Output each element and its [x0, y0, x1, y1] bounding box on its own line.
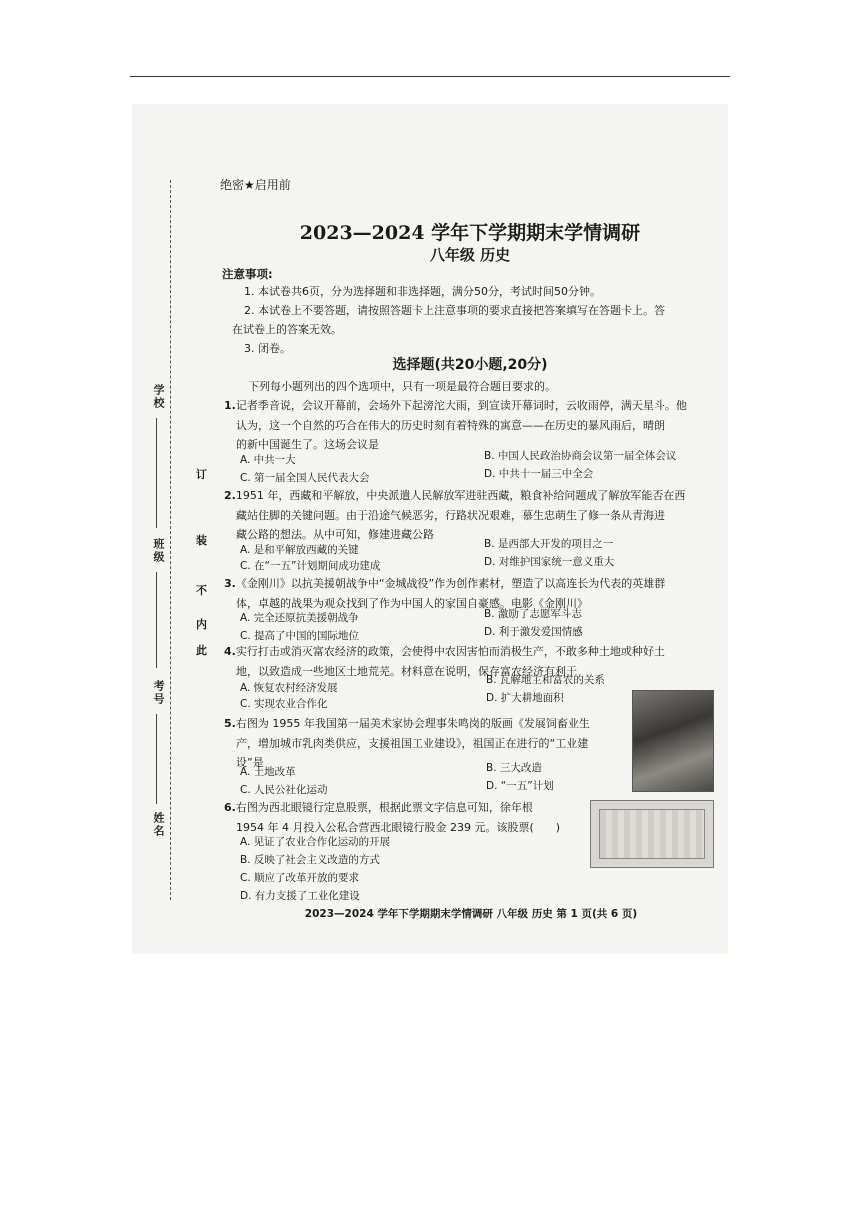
binding-label-class: 班级: [152, 538, 165, 564]
question-text: 记者季音说，会议开幕前，会场外下起滂沱大雨，到宣读开幕词时，云收雨停，满天星斗。他: [235, 399, 687, 412]
question-number: 1.: [224, 399, 236, 412]
question-text: 藏公路的想法。从中可知，修建进藏公路: [236, 528, 434, 541]
option[interactable]: C. 提高了中国的国际地位: [240, 630, 360, 642]
option[interactable]: D. 有力支援了工业化建设: [240, 890, 360, 902]
option[interactable]: B. 反映了社会主义改造的方式: [240, 854, 380, 866]
option[interactable]: D. 扩大耕地面积: [486, 692, 564, 704]
option[interactable]: A. 见证了农业合作化运动的开展: [240, 836, 391, 848]
option[interactable]: B. 瓦解地主和富农的关系: [486, 674, 605, 686]
question-number: 5.: [224, 717, 236, 730]
section-intro: 下列每小题列出的四个选项中，只有一项是最符合题目要求的。: [248, 380, 556, 393]
option[interactable]: C. 第一届全国人民代表大会: [240, 472, 370, 484]
binding-blank-exam-no: [156, 714, 157, 804]
question-number: 6.: [224, 801, 236, 814]
question-text: 的新中国诞生了。这场会议是: [236, 438, 379, 451]
section-title: 选择题(共20小题,20分): [392, 357, 548, 373]
question-number: 4.: [224, 645, 236, 658]
notes-heading: 注意事项:: [222, 267, 273, 281]
seal-char: 订: [196, 468, 207, 481]
question-text: 产，增加城市乳肉类供应，支援祖国工业建设》，祖国正在进行的“工业建: [236, 736, 589, 750]
binding-label-exam-no: 考号: [152, 680, 165, 706]
question-text: 右图为 1955 年我国第一届美术家协会理事朱鸣岗的版画《发展饲畜业生: [235, 717, 590, 730]
option[interactable]: A. 恢复农村经济发展: [240, 682, 338, 694]
page-subtitle: 八年级 历史: [429, 246, 511, 264]
option[interactable]: A. 完全还原抗美援朝战争: [240, 612, 359, 624]
page-title: 2023—2024 学年下学期期末学情调研: [299, 222, 641, 244]
option[interactable]: C. 人民公社化运动: [240, 784, 328, 796]
question-1: [224, 396, 714, 455]
question-text: 认为，这一个自然的巧合在伟大的历史时刻有着特殊的寓意——在历史的暴风雨后，晴朗: [236, 418, 665, 432]
option[interactable]: C. 实现农业合作化: [240, 698, 328, 710]
option[interactable]: B. 三大改造: [486, 762, 542, 774]
question-number: 3.: [224, 577, 236, 590]
option[interactable]: D. 中共十一届三中全会: [484, 468, 594, 480]
option[interactable]: A. 是和平解放西藏的关键: [240, 544, 359, 556]
confidential-label: 绝密★启用前: [220, 178, 291, 192]
note-item: 2. 本试卷上不要答题，请按照答题卡上注意事项的要求直接把答案填写在答题卡上。答: [244, 304, 665, 317]
binding-blank-class: [156, 572, 157, 668]
binding-label-school: 学校: [152, 384, 165, 410]
binding-line: [170, 180, 171, 900]
option[interactable]: D. 利于激发爱国情感: [484, 626, 583, 638]
question-3: [224, 574, 714, 613]
stock-certificate-image: [590, 800, 714, 868]
question-number: 2.: [224, 489, 236, 502]
note-item: 3. 闭卷。: [244, 342, 291, 355]
binding-label-name: 姓名: [152, 812, 165, 838]
seal-char: 装: [196, 534, 207, 547]
question-2: [224, 486, 714, 545]
option[interactable]: B. 激励了志愿军斗志: [484, 608, 582, 620]
note-item: 在试卷上的答案无效。: [232, 323, 342, 336]
option[interactable]: D. 对维护国家统一意义重大: [484, 556, 615, 568]
top-rule: [130, 76, 730, 77]
question-text: 藏站住脚的关键问题。由于沿途气候恶劣，行路状况艰难，慕生忠萌生了修一条从青海进: [236, 508, 665, 522]
question-4: [224, 642, 714, 681]
binding-blank-school: [156, 418, 157, 528]
seal-char: 此: [196, 644, 207, 657]
option[interactable]: B. 是西部大开发的项目之一: [484, 538, 614, 550]
question-text: 设”是: [236, 756, 264, 769]
question-text: 右图为西北眼镜行定息股票，根据此票文字信息可知，徐年根: [235, 801, 533, 814]
note-item: 1. 本试卷共6页，分为选择题和非选择题，满分50分，考试时间50分钟。: [244, 285, 601, 298]
question-text: 《金刚川》以抗美援朝战争中“金城战役”作为创作素材，塑造了以高连长为代表的英雄群: [235, 577, 666, 590]
seal-char: 内: [196, 618, 207, 631]
woodcut-print-image: [632, 690, 714, 792]
option[interactable]: C. 顺应了改革开放的要求: [240, 872, 360, 884]
option[interactable]: C. 在“一五”计划期间成功建成: [240, 560, 381, 572]
page-footer: 2023—2024 学年下学期期末学情调研 八年级 历史 第 1 页(共 6 页): [304, 908, 638, 920]
question-text: 实行打击或消灭富农经济的政策，会使得中农因害怕而消极生产，不敢多种土地或种好土: [235, 645, 665, 658]
question-6: [224, 798, 584, 837]
option[interactable]: D. “一五”计划: [486, 780, 554, 792]
option[interactable]: A. 土地改革: [240, 766, 296, 778]
seal-char: 不: [196, 584, 207, 597]
question-text: 地，以致造成一些地区土地荒芜。材料意在说明，保存富农经济有利于: [236, 664, 577, 678]
option[interactable]: B. 中国人民政治协商会议第一届全体会议: [484, 450, 677, 462]
question-text: 1954 年 4 月投入公私合营西北眼镜行股金 239 元。该股票( ): [236, 820, 561, 834]
option[interactable]: A. 中共一大: [240, 454, 296, 466]
question-text: 体，卓越的战果为观众找到了作为中国人的家国自豪感。电影《金刚川》: [236, 596, 588, 610]
question-text: 1951 年，西藏和平解放，中央派遣人民解放军进驻西藏，粮食补给问题成了解放军能否在西: [235, 489, 686, 502]
